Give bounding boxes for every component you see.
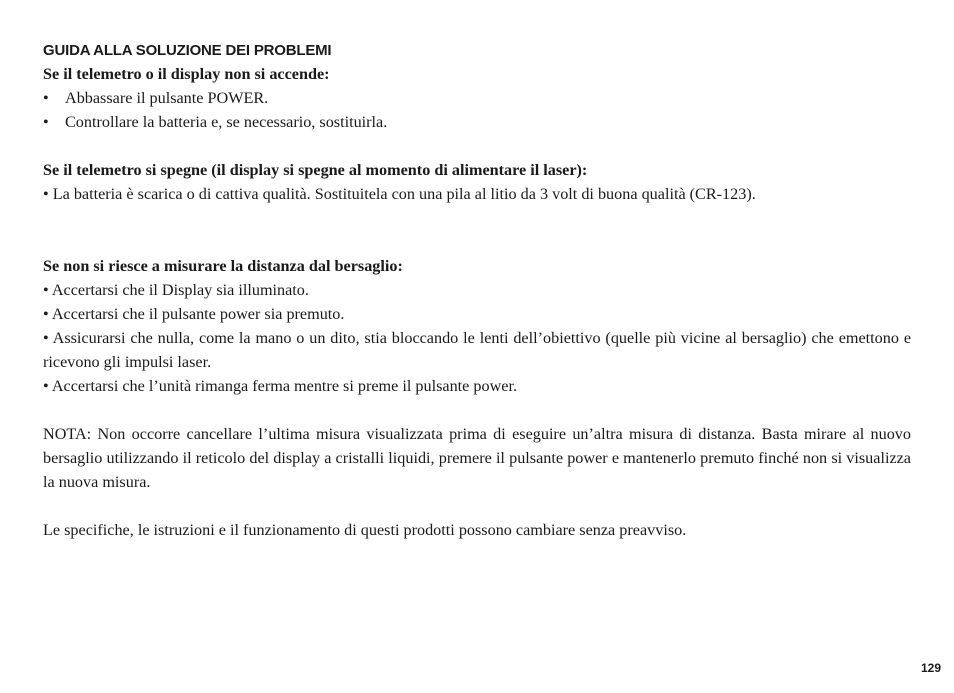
spacer: [43, 206, 911, 254]
section-title-distance: Se non si riesce a misurare la distanza dal bersaglio:: [43, 257, 403, 275]
list-item-text: Abbassare il pulsante POWER.: [65, 89, 269, 107]
list-item: • La batteria è scarica o di cattiva qualità. Sostituitela con una pila al litio da 3 volt di buona qualità (CR-123).: [43, 185, 756, 203]
page-heading: GUIDA ALLA SOLUZIONE DEI PROBLEMI: [43, 42, 332, 59]
spacer: [43, 134, 911, 158]
spacer: [43, 494, 911, 518]
nota-paragraph: NOTA: Non occorre cancellare l’ultima misura visualizzata prima di eseguire un’altra misura di distanza. Basta mirare al nuovo bersaglio utilizzando il reticolo del display a cristalli liquidi, premere il pulsante power e mantenerlo premuto finché non si visualizza la nuova misura.: [43, 425, 911, 491]
spacer: [43, 398, 911, 422]
list-item-text: Controllare la batteria e, se necessario, sostituirla.: [65, 113, 388, 131]
list-item: • Accertarsi che il Display sia illuminato.: [43, 281, 309, 299]
page-number: 129: [920, 661, 941, 675]
document-page: [43, 40, 911, 542]
section-title-shutdown: Se il telemetro si spegne (il display si spegne al momento di alimentare il laser):: [43, 161, 588, 179]
section-title-power: Se il telemetro o il display non si accende:: [43, 65, 330, 83]
bullet-icon: •: [43, 89, 49, 107]
list-item: [43, 110, 911, 134]
list-item: [43, 86, 911, 110]
disclaimer-paragraph: Le specifiche, le istruzioni e il funzionamento di questi prodotti possono cambiare senza preavviso.: [43, 521, 687, 539]
list-item: • Accertarsi che l’unità rimanga ferma mentre si preme il pulsante power.: [43, 377, 518, 395]
list-item: • Assicurarsi che nulla, come la mano o un dito, stia bloccando le lenti dell’obiettivo (quelle più vicine al bersaglio) che emettono e ricevono gli impulsi laser.: [43, 329, 911, 371]
bullet-icon: •: [43, 113, 49, 131]
list-item: • Accertarsi che il pulsante power sia premuto.: [43, 305, 345, 323]
